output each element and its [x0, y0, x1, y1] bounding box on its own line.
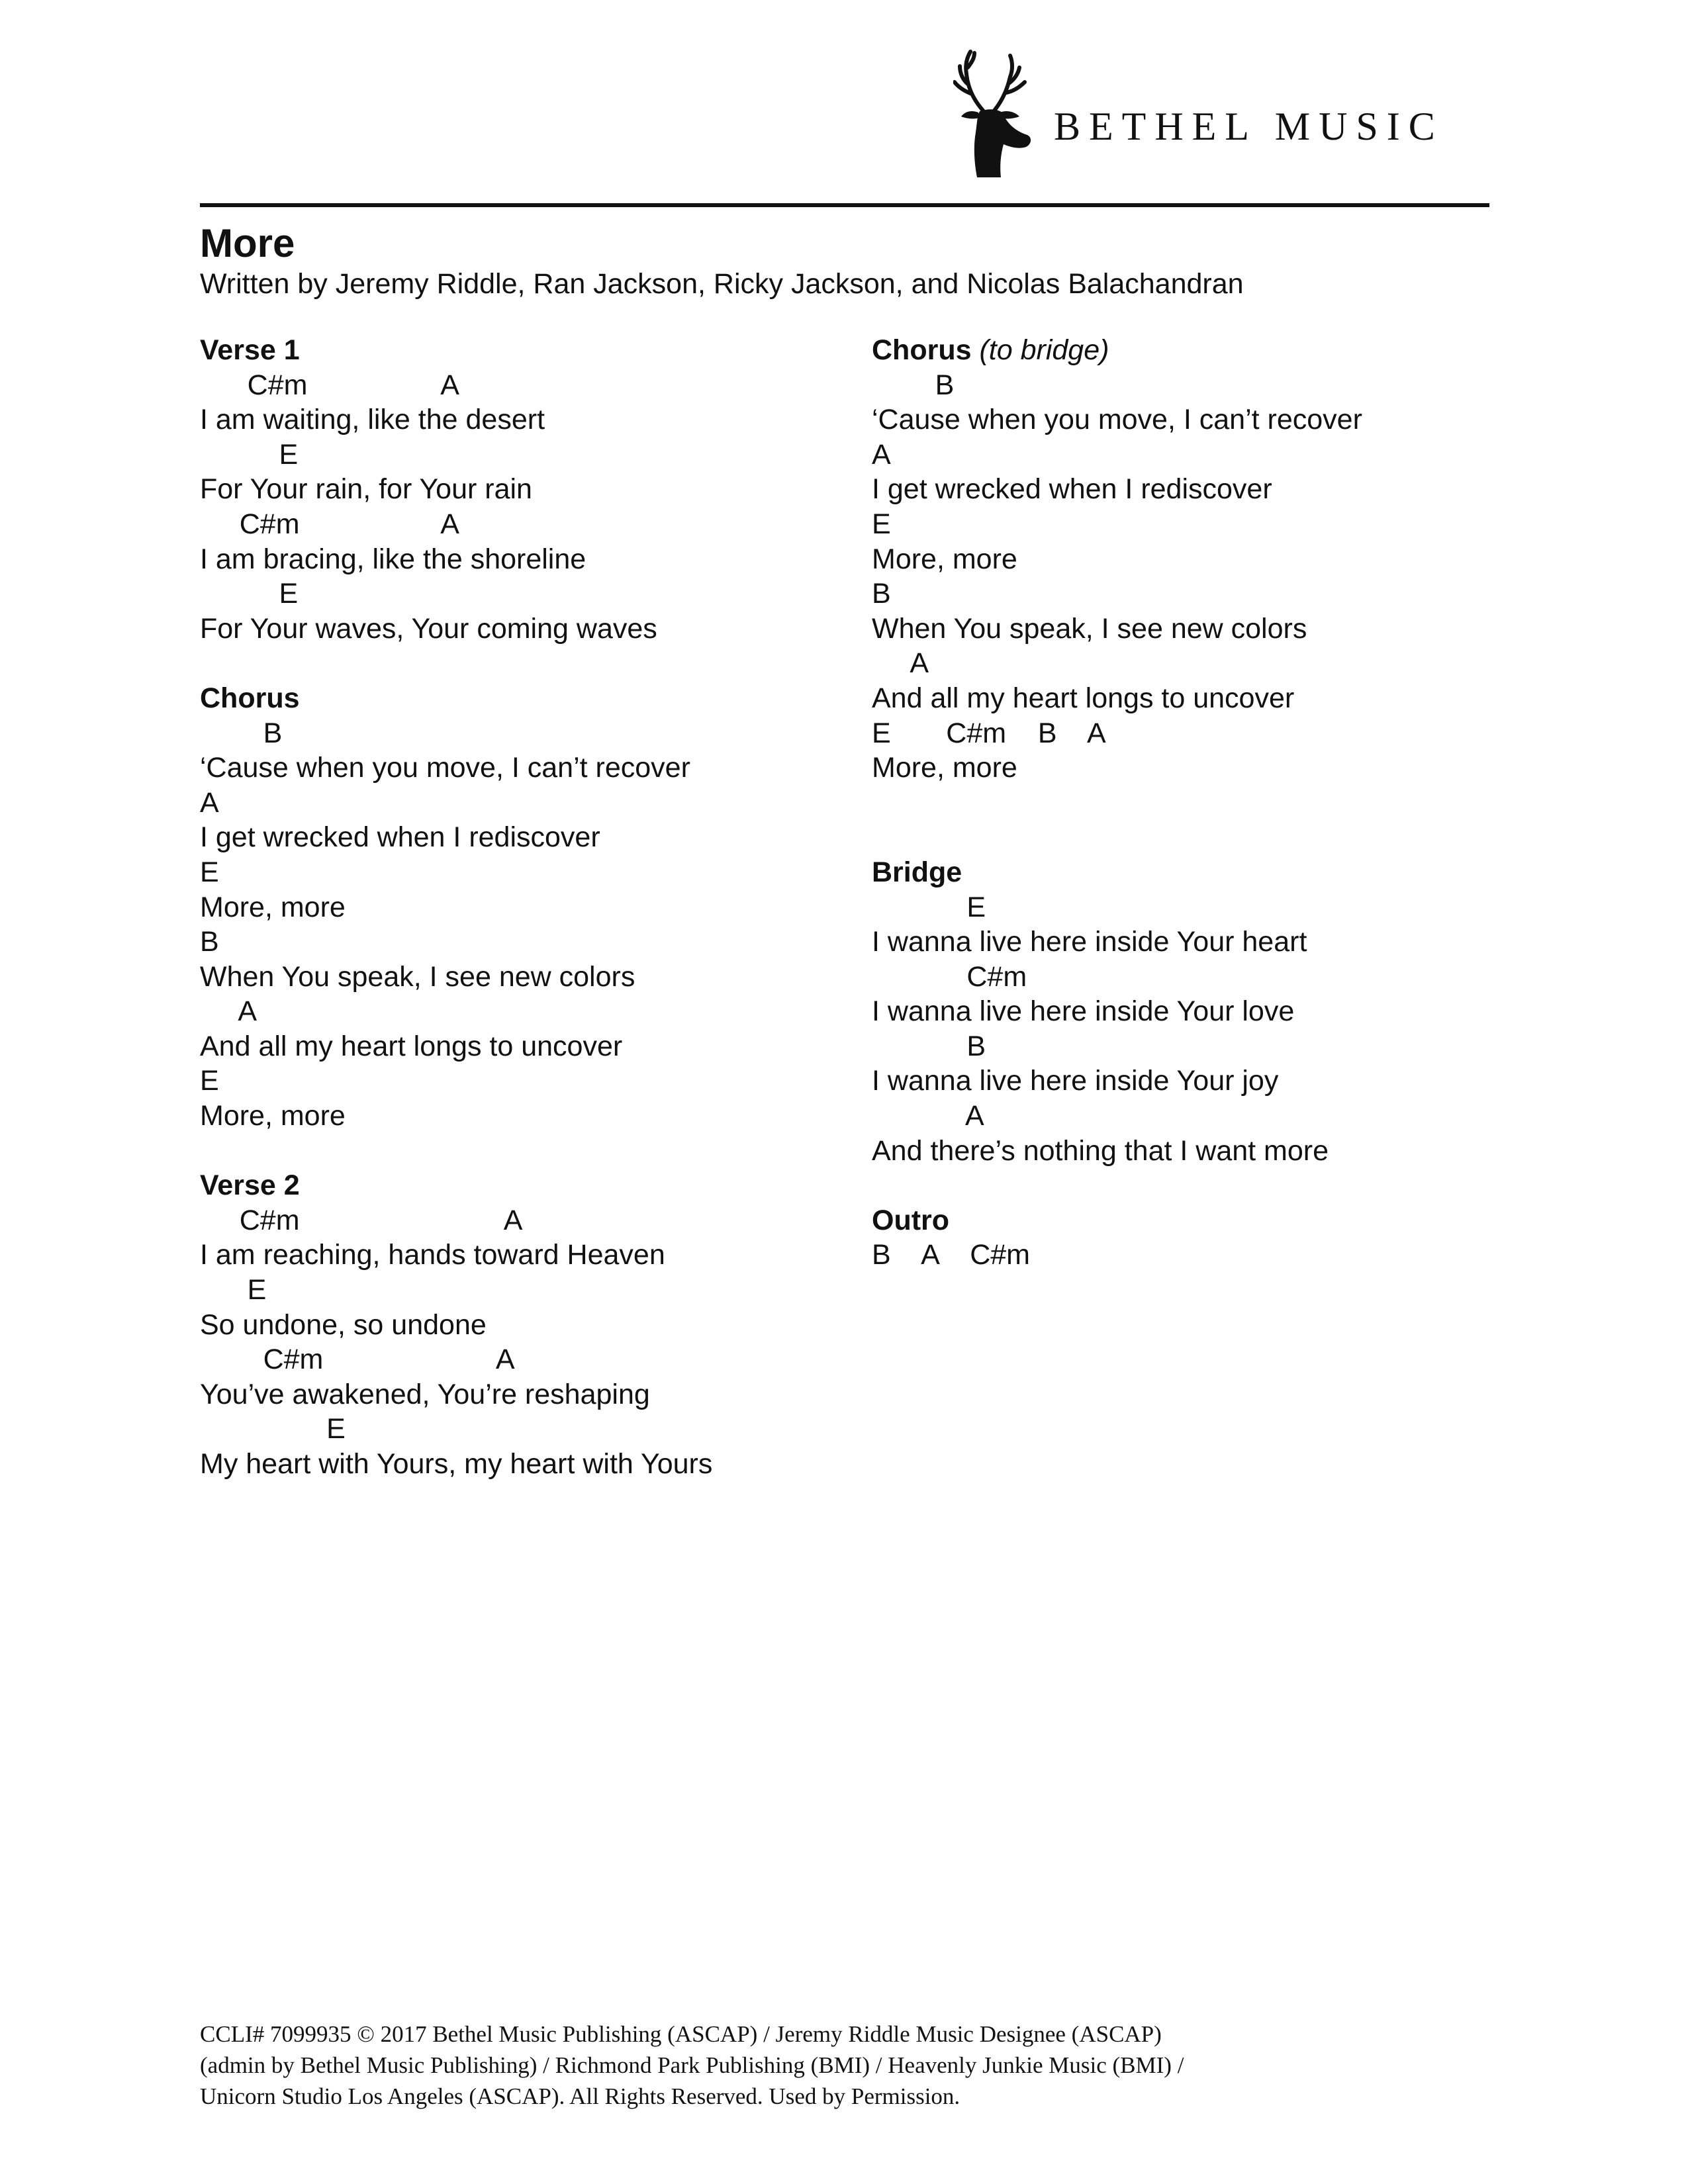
chord-line: C#m A [200, 1343, 515, 1376]
lyric-line: And there’s nothing that I want more [872, 1134, 1329, 1167]
chord-line: A [200, 995, 258, 1028]
lyric-line: You’ve awakened, You’re reshaping [200, 1378, 650, 1410]
chord-line: E [200, 1274, 267, 1306]
song-title: More [200, 221, 295, 265]
brand-name: BETHEL MUSIC [1054, 105, 1444, 148]
lyric-line: And all my heart longs to uncover [200, 1030, 623, 1062]
left-column [200, 333, 862, 1482]
chord-line: B [200, 926, 219, 958]
lyric-line: I wanna live here inside Your heart [872, 926, 1307, 958]
section-chorus [200, 681, 862, 1134]
chord-line: E [200, 438, 299, 471]
section-heading: Verse 2 [200, 1169, 300, 1202]
chord-line: A [200, 786, 219, 819]
chord-line: A [872, 1100, 984, 1132]
section-heading-note: (to bridge) [979, 334, 1109, 366]
section-chorus-to-bridge [872, 333, 1534, 786]
chord-line: B [872, 578, 891, 610]
lyric-line: ‘Cause when you move, I can’t recover [200, 752, 690, 784]
section-heading: Verse 1 [200, 334, 300, 366]
chord-line: C#m A [200, 508, 459, 540]
lyric-line: And all my heart longs to uncover [872, 682, 1295, 714]
lyric-line: I am bracing, like the shoreline [200, 543, 586, 575]
lyric-line: More, more [872, 543, 1017, 575]
lyric-line: I wanna live here inside Your joy [872, 1065, 1279, 1097]
section-heading: Chorus [200, 682, 300, 714]
section-verse-2 [200, 1168, 862, 1481]
lyric-line: My heart with Yours, my heart with Yours [200, 1448, 713, 1480]
chord-line: E [200, 1065, 219, 1097]
section-outro [872, 1203, 1534, 1273]
lyric-line: I wanna live here inside Your love [872, 995, 1295, 1028]
section-bridge [872, 855, 1534, 1168]
chord-line: C#m A [200, 369, 459, 401]
lyric-line: I am reaching, hands toward Heaven [200, 1239, 665, 1271]
chord-line: C#m [872, 960, 1027, 993]
lyric-line: For Your waves, Your coming waves [200, 612, 657, 645]
chord-line: B [872, 1030, 986, 1062]
copyright-line: CCLI# 7099935 © 2017 Bethel Music Publishing (ASCAP) / Jeremy Riddle Music Designee (ASCAP) [200, 2021, 1162, 2047]
lyric-line: More, more [200, 1100, 346, 1132]
chord-line: E [872, 891, 986, 923]
chord-line: A [872, 647, 929, 680]
lyric-line: More, more [872, 752, 1017, 784]
copyright-notice [200, 2019, 1491, 2112]
chord-line: C#m A [200, 1204, 523, 1236]
chord-line: E [200, 856, 219, 888]
deer-head-icon [953, 48, 1039, 180]
lyric-line: For Your rain, for Your rain [200, 473, 532, 506]
section-heading: Outro [872, 1204, 950, 1236]
lyric-line: More, more [200, 891, 346, 923]
chord-line: B [872, 369, 955, 401]
lyric-line: When You speak, I see new colors [872, 612, 1307, 645]
section-heading: Bridge [872, 856, 962, 888]
song-credits: Written by Jeremy Riddle, Ran Jackson, Ricky Jackson, and Nicolas Balachandran [200, 268, 1244, 300]
lyric-line: ‘Cause when you move, I can’t recover [872, 404, 1362, 436]
lyric-line: So undone, so undone [200, 1308, 487, 1341]
chord-line: B [200, 717, 283, 749]
section-verse-1 [200, 333, 862, 646]
chord-line: A [872, 438, 891, 471]
lyric-line: I get wrecked when I rediscover [872, 473, 1272, 506]
copyright-line: Unicorn Studio Los Angeles (ASCAP). All Rights Reserved. Used by Permission. [200, 2083, 961, 2109]
brand-logo [953, 48, 1483, 180]
chord-line: B A C#m [872, 1239, 1030, 1271]
chord-line: E [200, 1413, 346, 1445]
chord-line: E [200, 578, 299, 610]
lyric-line: When You speak, I see new colors [200, 960, 635, 993]
copyright-line: (admin by Bethel Music Publishing) / Richmond Park Publishing (BMI) / Heavenly Junkie Music (BMI) / [200, 2052, 1184, 2078]
chord-line: E [872, 508, 891, 540]
lyric-line: I am waiting, like the desert [200, 404, 545, 436]
chord-line: E C#m B A [872, 717, 1106, 749]
section-heading [872, 333, 1534, 368]
lyric-line: I get wrecked when I rediscover [200, 821, 600, 854]
right-column [872, 333, 1534, 1273]
section-heading-label: Chorus [872, 334, 972, 366]
header-divider [200, 203, 1489, 207]
